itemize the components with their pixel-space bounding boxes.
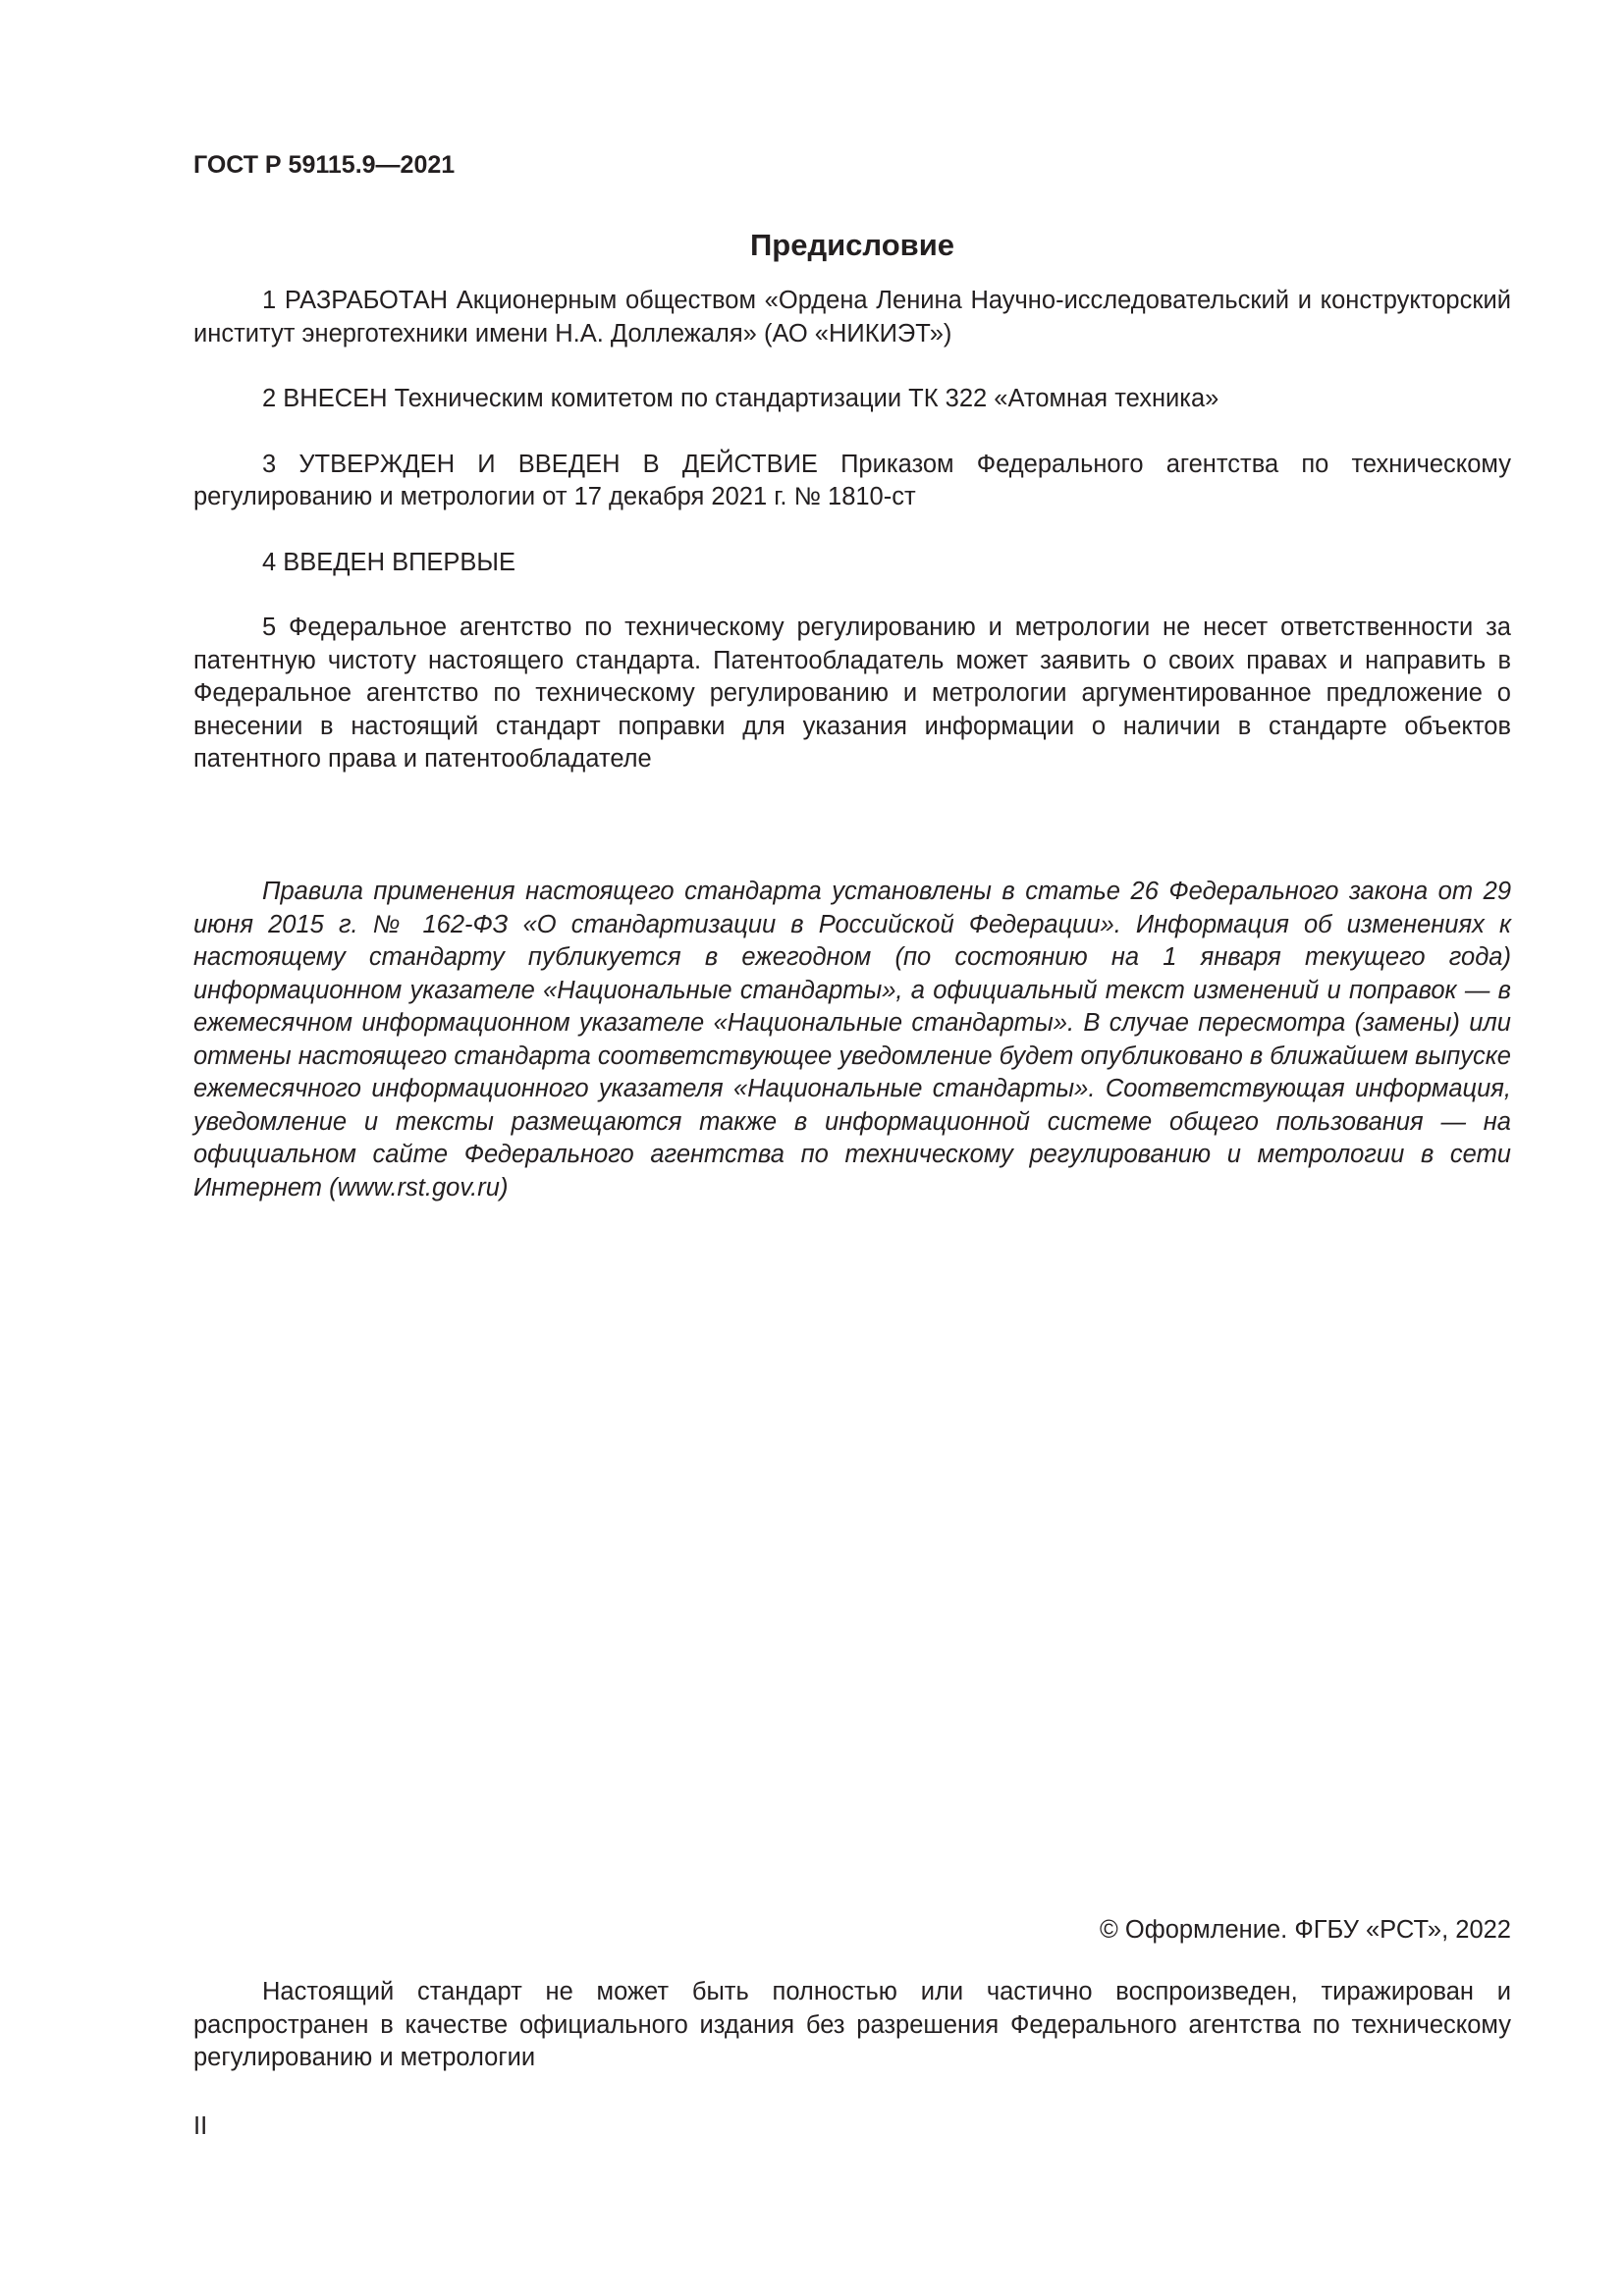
page-title: Предисловие bbox=[749, 228, 954, 262]
reprint-notice bbox=[193, 1976, 1511, 2075]
application-notice bbox=[193, 876, 1511, 1237]
copyright-line: © Оформление. ФГБУ «РСТ», 2022 bbox=[1100, 1916, 1511, 1944]
preface-item-approved: 3 УТВЕРЖДЕН И ВВЕДЕН В ДЕЙСТВИЕ Приказом Федерального агентства по техническому регулированию и метрологии от 17 декабря 2021 г. № 1810-ст bbox=[193, 450, 1511, 510]
preface-item-developed: 1 РАЗРАБОТАН Акционерным обществом «Ордена Ленина Научно-исследовательский и конструкторский институт энерготехники имени Н.А. Доллежаля» (АО «НИКИЭТ») bbox=[193, 287, 1511, 347]
reprint-notice-text: Настоящий стандарт не может быть полностью или частично воспроизведен, тиражирован и распространен в качестве официального издания без разрешения Федерального агентства по техническому регулированию и метрологии bbox=[193, 1978, 1511, 2071]
preface-item-first-introduced: 4 ВВЕДЕН ВПЕРВЫЕ bbox=[262, 548, 516, 576]
page-number: II bbox=[193, 2112, 208, 2140]
application-notice-text: Правила применения настоящего стандарта установлены в статье 26 Федерального закона от 29 июня 2015 г. № 162-ФЗ «О стандартизации в Российской Федерации». Информация об изменениях к настоящему стандарту публикуется в ежегодном (по состоянию на 1 января текущего года) информационном указателе «Национальные стандарты», а официальный текст изменений и поправок — в ежемесячном информационном указателе «Национальные стандарты». В случае пересмотра (замены) или отмены настоящего стандарта соответствующее уведомление будет опубликовано в ближайшем выпуске ежемесячного информационного указателя «Национальные стандарты». Соответствующая информация, уведомление и тексты размещаются также в информационной системе общего пользования — на официальном сайте Федерального агентства по техническому регулированию и метрологии в сети Интернет (www.rst.gov.ru) bbox=[193, 878, 1511, 1201]
document-code: ГОСТ Р 59115.9—2021 bbox=[193, 151, 456, 179]
preface-items bbox=[193, 285, 1511, 809]
document-page bbox=[193, 0, 1511, 2296]
preface-item-submitted: 2 ВНЕСЕН Техническим комитетом по стандартизации ТК 322 «Атомная техника» bbox=[262, 385, 1219, 412]
preface-item-patent: 5 Федеральное агентство по техническому регулированию и метрологии не несет ответственности за патентную чистоту настоящего стандарта. Патентообладатель может заявить о своих правах и направить в Федеральное агентство по техническому регулированию и метрологии аргументированное предложение о внесении в настоящий стандарт поправки для указания информации о наличии в стандарте объектов патентного права и патентообладателе bbox=[193, 614, 1511, 773]
